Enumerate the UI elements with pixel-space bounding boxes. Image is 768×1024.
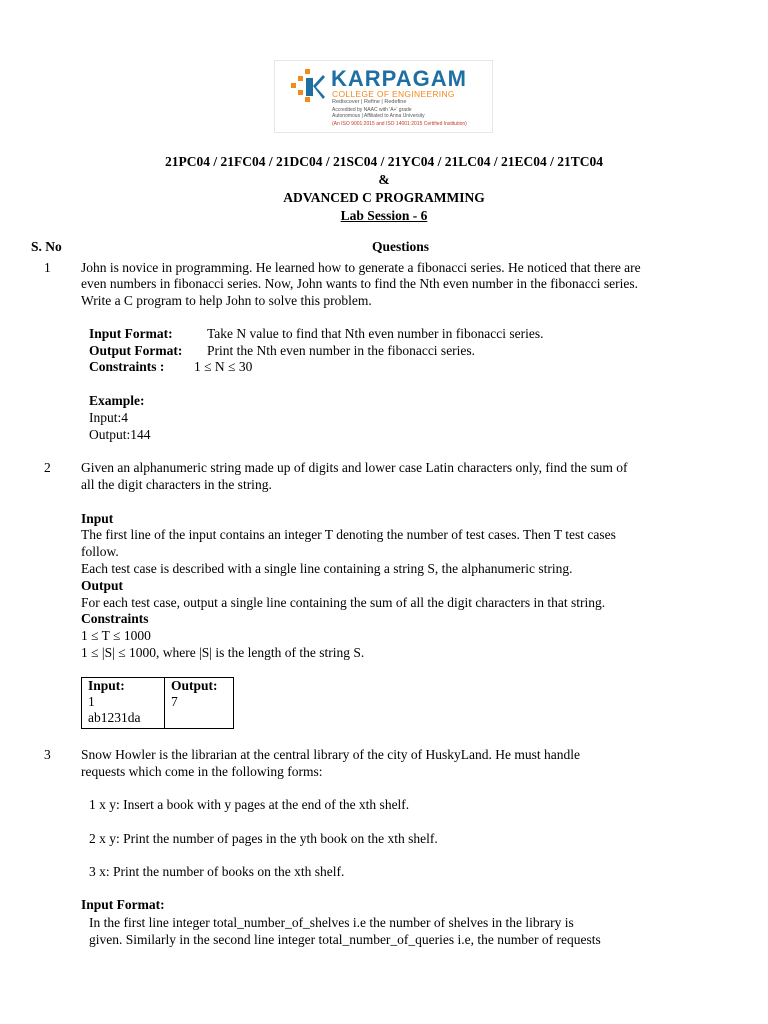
q2-table-input-value: ab1231da (88, 710, 141, 725)
q1-text-line: even numbers in fibonacci series. Now, John wants to find the Nth even number in the fibonacci series. (81, 276, 638, 291)
question-number: 1 (44, 260, 51, 275)
q2-text-line: all the digit characters in the string. (81, 477, 272, 492)
ampersand: & (378, 172, 390, 187)
q2-io-table (81, 677, 234, 729)
q1-text-line: Write a C program to help John to solve this problem. (81, 293, 372, 308)
sno-header: S. No (31, 239, 62, 254)
logo-name: KARPAGAM (331, 66, 467, 91)
q2-table-output-value: 7 (171, 694, 178, 709)
q3-input-line: In the first line integer total_number_of_shelves i.e the number of shelves in the library is (89, 915, 574, 930)
q1-constraints-text: 1 ≤ N ≤ 30 (194, 359, 253, 374)
karpagam-k-logo-icon (291, 69, 325, 103)
q3-request: 1 x y: Insert a book with y pages at the end of the xth shelf. (89, 797, 410, 812)
q1-example-input: Input:4 (89, 410, 128, 425)
question-number: 3 (44, 747, 51, 762)
question-number: 2 (44, 460, 51, 475)
q1-input-format-text: Take N value to find that Nth even number in fibonacci series. (207, 326, 544, 341)
q3-input-line: given. Similarly in the second line integer total_number_of_queries i.e, the number of requests (89, 932, 601, 947)
q2-table-input-header: Input: (88, 678, 125, 693)
logo-iso: (An ISO 9001:2015 and ISO 14001:2015 Certified Institution) (332, 121, 467, 127)
q2-table-output-header: Output: (171, 678, 218, 693)
q1-constraints-label: Constraints : (89, 359, 165, 374)
logo-accreditation: Accredited by NAAC with 'A+' grade (332, 107, 412, 113)
q2-input-cell (82, 678, 165, 729)
q2-text-line: Given an alphanumeric string made up of digits and lower case Latin characters only, find the sum of (81, 460, 628, 475)
questions-header: Questions (372, 239, 430, 254)
q2-output-cell (165, 678, 234, 729)
lab-session-title: Lab Session - 6 (340, 208, 428, 223)
q2-output-label: Output (81, 578, 124, 593)
logo-tagline: Rediscover | Refine | Redefine (332, 99, 407, 105)
q1-example-output: Output:144 (89, 427, 151, 442)
q2-constraint: 1 ≤ |S| ≤ 1000, where |S| is the length of the string S. (81, 645, 365, 660)
course-codes: 21PC04 / 21FC04 / 21DC04 / 21SC04 / 21YC04 / 21LC04 / 21EC04 / 21TC04 (164, 154, 603, 169)
q2-input-label: Input (81, 511, 114, 526)
q1-output-format-text: Print the Nth even number in the fibonacci series. (207, 343, 476, 358)
q1-example-label: Example: (89, 393, 145, 408)
q2-constraints-label: Constraints (81, 611, 149, 626)
course-title: ADVANCED C PROGRAMMING (283, 190, 485, 205)
logo-subtitle: COLLEGE OF ENGINEERING (332, 89, 455, 99)
q1-output-format-label: Output Format: (89, 343, 183, 358)
q2-constraint: 1 ≤ T ≤ 1000 (81, 628, 151, 643)
q3-text-line: requests which come in the following forms: (81, 764, 323, 779)
college-logo (274, 60, 493, 133)
q2-input-line: follow. (81, 544, 119, 559)
q3-input-format-label: Input Format: (81, 897, 165, 912)
q1-text-line: John is novice in programming. He learned how to generate a fibonacci series. He noticed that there are (81, 260, 641, 275)
q2-input-line: The first line of the input contains an integer T denoting the number of test cases. Then T test cases (81, 527, 616, 542)
q2-input-line: Each test case is described with a single line containing a string S, the alphanumeric string. (81, 561, 573, 576)
q2-table-input-value: 1 (88, 694, 95, 709)
q2-output-text: For each test case, output a single line containing the sum of all the digit characters in that string. (81, 595, 606, 610)
q3-text-line: Snow Howler is the librarian at the central library of the city of HuskyLand. He must handle (81, 747, 580, 762)
logo-affiliation: Autonomous | Affiliated to Anna University (332, 113, 425, 119)
q3-request: 3 x: Print the number of books on the xth shelf. (89, 864, 345, 879)
q3-request: 2 x y: Print the number of pages in the yth book on the xth shelf. (89, 831, 438, 846)
q1-input-format-label: Input Format: (89, 326, 173, 341)
